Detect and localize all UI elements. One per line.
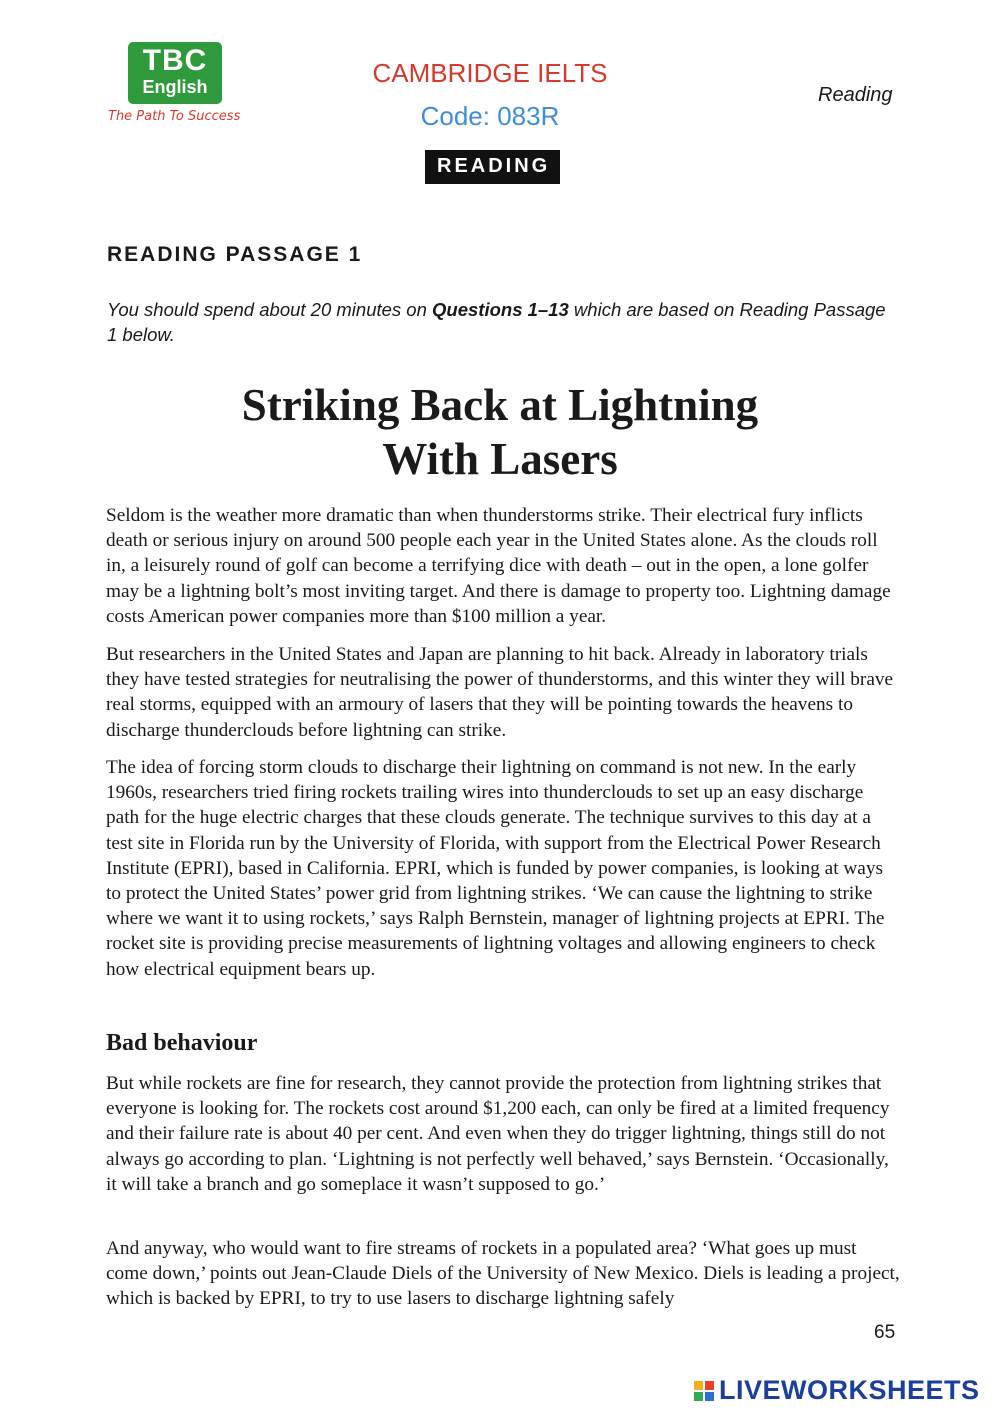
paragraph-1: Seldom is the weather more dramatic than when thunderstorms strike. Their electrical fury inflicts death or serious injury on around 500 people each year in the United States alone. As the clouds roll in, a leisurely round of golf can become a terrifying dice with death – out in the open, a lone golfer may be a lightning bolt’s most inviting target. And there is damage to property too. Lightning damage costs American power companies more than $100 million a year. <box>106 505 891 627</box>
passage-title <box>150 378 850 486</box>
instructions-pre: You should spend about 20 minutes on <box>107 299 433 320</box>
paragraph-4: But while rockets are fine for research, they cannot provide the protection from lightning strikes that everyone is looking for. The rockets cost around $1,200 each, can only be fired at a limited frequency and their failure rate is about 40 per cent. And even when they do trigger lightning, things still do not always go according to plan. ‘Lightning is not perfectly well behaved,’ says Bernstein. ‘Occasionally, it will take a branch and go someplace it wasn’t supposed to go.’ <box>106 1073 890 1195</box>
page-number: 65 <box>874 1322 896 1343</box>
liveworksheets-icon <box>694 1381 714 1401</box>
paragraph-3: The idea of forcing storm clouds to discharge their lightning on command is not new. In the early 1960s, researchers tried firing rockets trailing wires into thunderclouds to set up an easy discharge path for the huge electric charges that these clouds generate. The technique survives to this day at a test site in Florida run by the University of Florida, with support from the Electrical Power Research Institute (EPRI), based in California. EPRI, which is funded by power companies, is looking at ways to protect the United States’ power grid from lightning strikes. ‘We can cause the lightning to strike where we want it to using rockets,’ says Ralph Bernstein, manager of lightning projects at EPRI. The rocket site is providing precise measurements of lightning voltages and allowing engineers to check how electrical equipment bears up. <box>106 757 885 980</box>
liveworksheets-text: LIVEWORKSHEETS <box>719 1375 980 1405</box>
running-head: Reading <box>818 84 893 106</box>
title-line-1: Striking Back at Lightning <box>241 380 759 430</box>
test-code: Code: 083R <box>420 101 560 131</box>
logo-tagline: The Path To Success <box>108 109 241 124</box>
paragraph-5: And anyway, who would want to fire streams of rockets in a populated area? ‘What goes up must come down,’ points out Jean-Claude Diels of the University of New Mexico. Diels is leading a project, which is backed by EPRI, to try to use lasers to discharge lightning safely <box>106 1238 900 1310</box>
section-badge: READING <box>425 150 560 184</box>
liveworksheets-watermark <box>694 1375 980 1406</box>
instructions-post: which are based on Reading Passage 1 below. <box>107 299 886 345</box>
brand-title: CAMBRIDGE IELTS <box>372 58 608 88</box>
tbc-english-logo <box>128 42 222 104</box>
logo-bottom-text: English <box>142 77 208 97</box>
logo-top-text: TBC <box>142 44 208 77</box>
passage-label: READING PASSAGE 1 <box>107 243 363 266</box>
subheading: Bad behaviour <box>106 1030 258 1056</box>
paragraph-2: But researchers in the United States and Japan are planning to hit back. Already in laboratory trials they have tested strategies for neutralising the power of thunderstorms, and this winter they will brave real storms, equipped with an armoury of lasers that they will be pointing towards the heavens to discharge thunderclouds before lightning can strike. <box>106 644 894 741</box>
instructions <box>107 297 897 347</box>
instructions-questions: Questions 1–13 <box>432 299 569 320</box>
title-line-2: With Lasers <box>382 434 618 484</box>
